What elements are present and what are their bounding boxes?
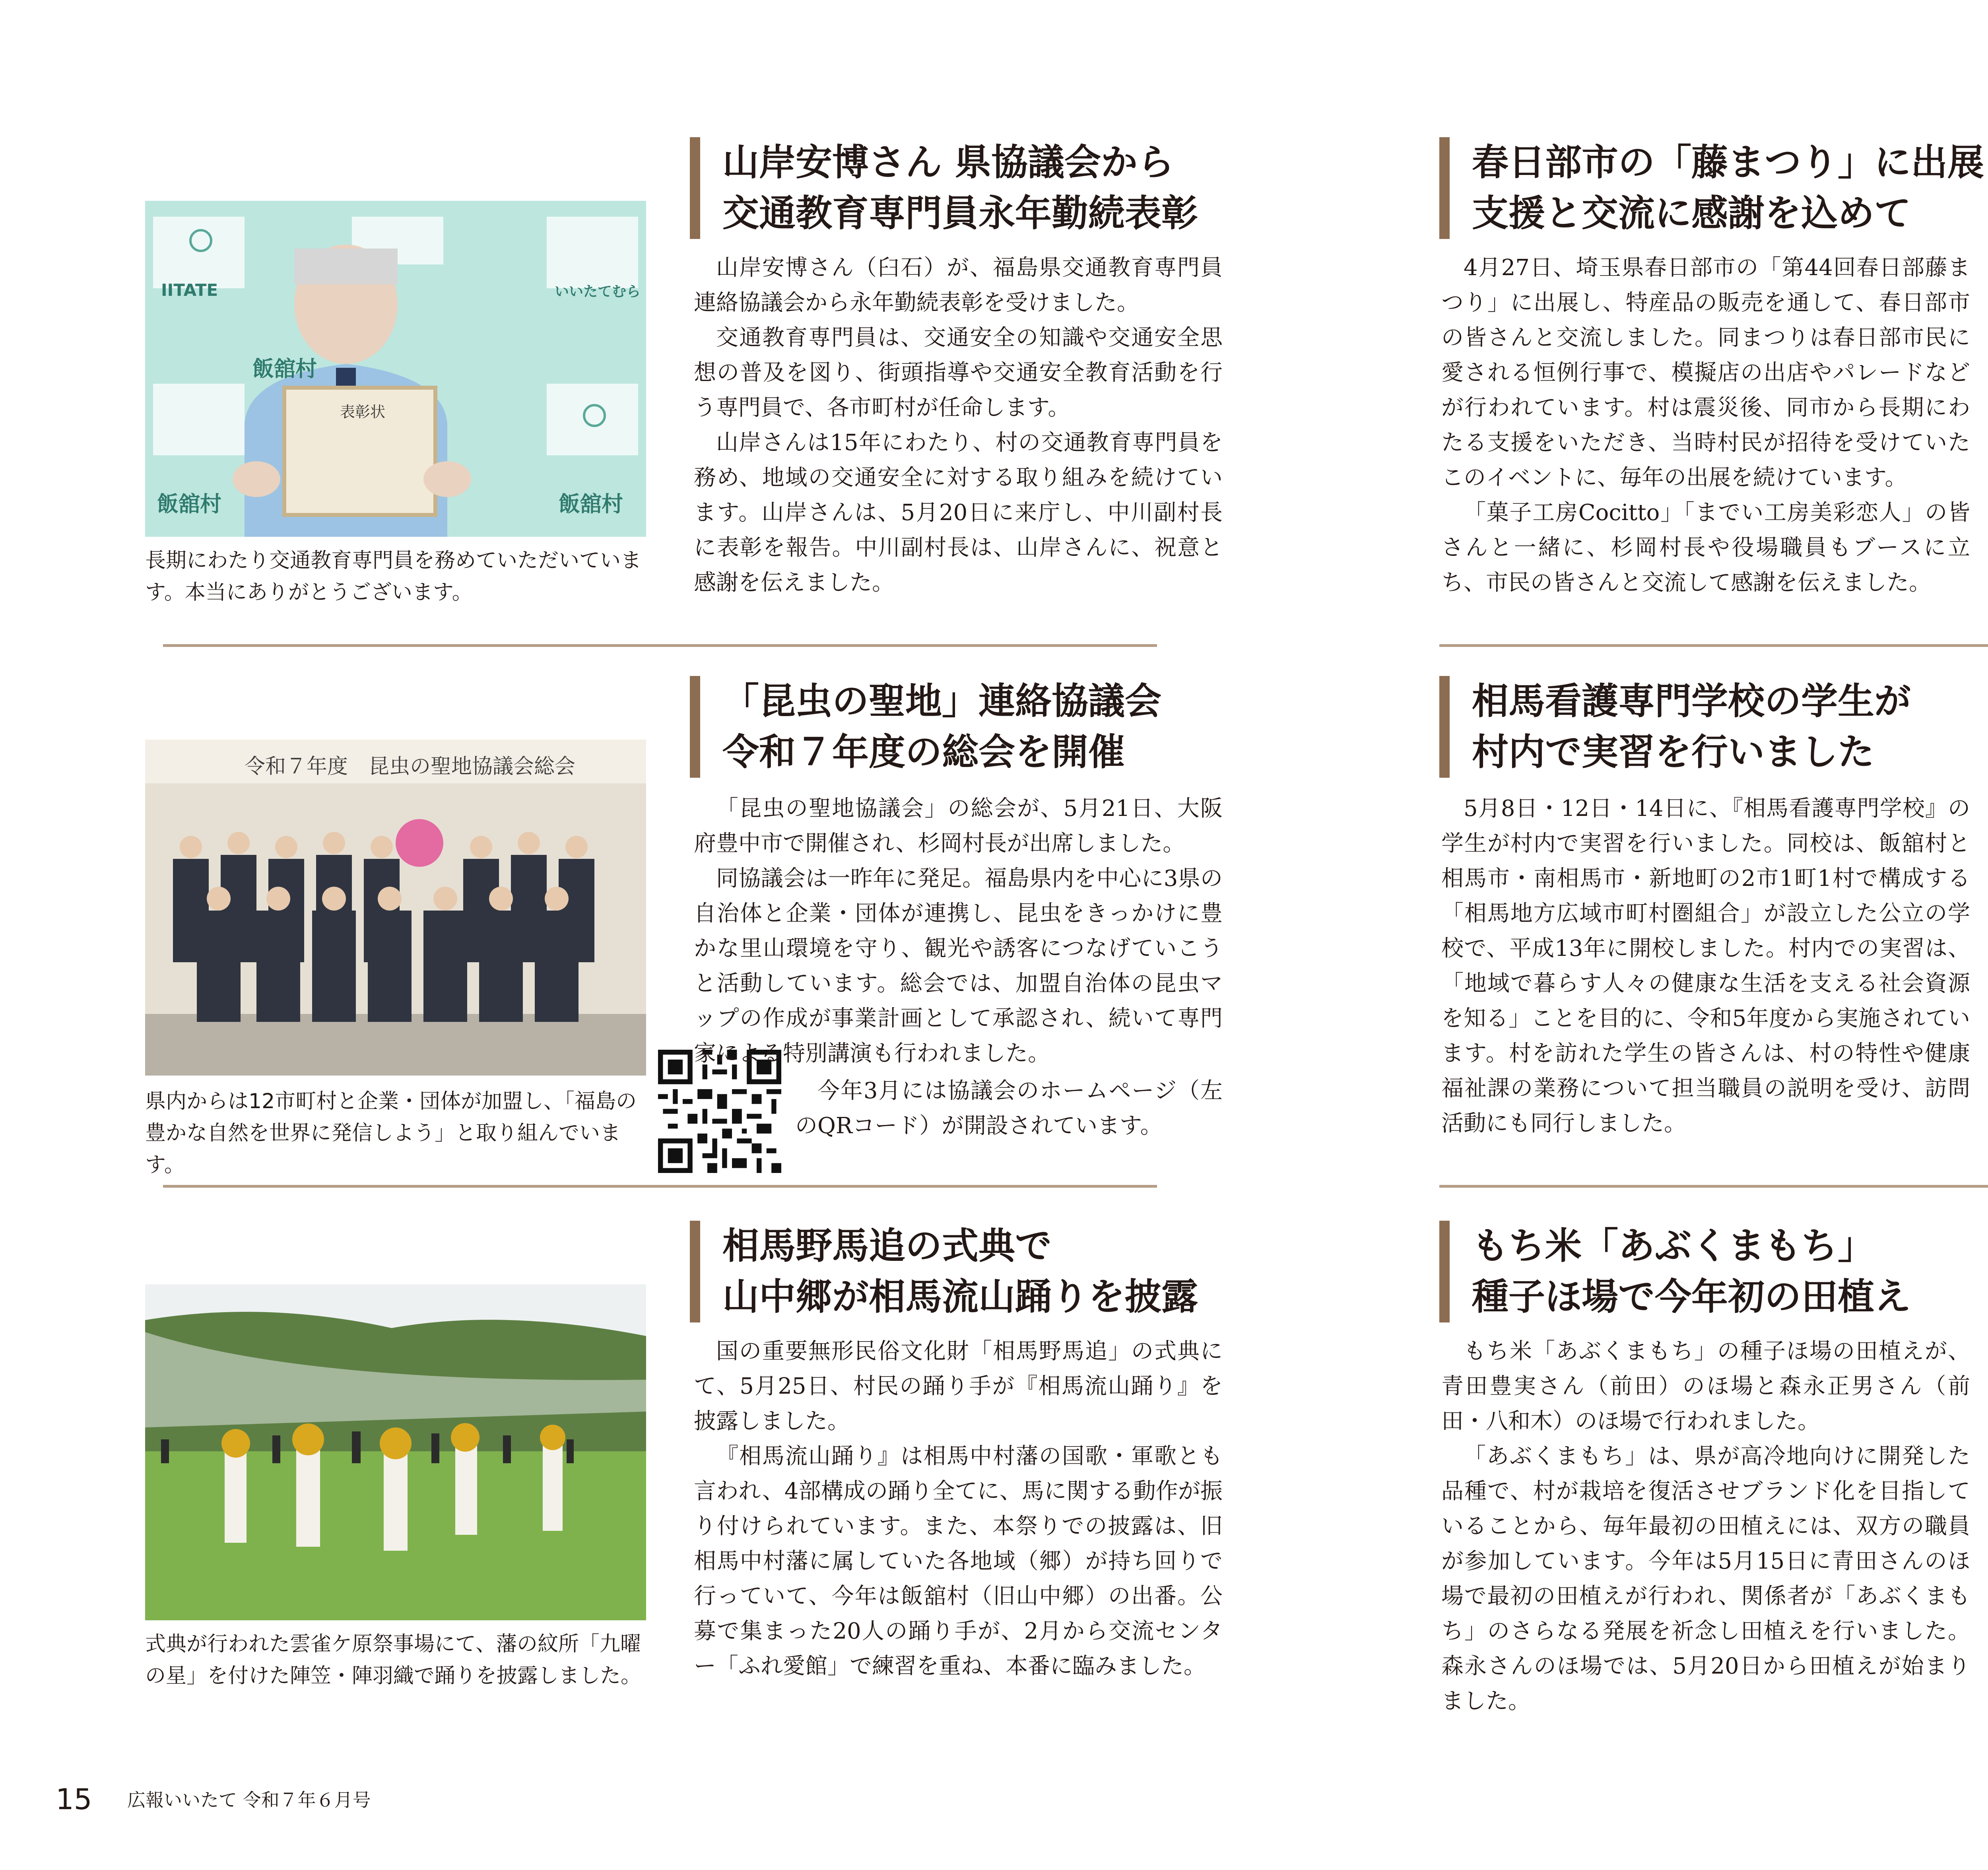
article5-title-line1: 相馬看護専門学校の学生が (1472, 680, 1911, 722)
article6-heading (1439, 1221, 1988, 1322)
page-number-left: 15 (56, 1783, 92, 1816)
article5-paragraph: 5月8日・12日・14日に、『相馬看護専門学校』の学生が村内で実習を行いました。同校は、飯舘村と相馬市・南相馬市・新地町の2市1町1村で構成する「相馬地方広域市町村圏組合」が設立した公立の学校で、平成13年に開校しました。村内での実習は、「地域で暮らす人々の健康な生活を支える社会資源を知る」ことを目的に、令和5年度から実施されています。村を訪れた学生の皆さんは、村の特性や健康福祉課の業務について担当職員の説明を受け、訪問活動にも同行しました。 (1441, 796, 1970, 1136)
article3-paragraph: 『相馬流山踊り』は相馬中村藩の国歌・軍歌とも言われ、4部構成の踊り全てに、馬に関する動作が振り付けられています。また、本祭りでの披露は、旧相馬中村藩に属していた各地域（郷）が持ち回りで行っていて、今年は飯舘村（旧山中郷）の出番。公募で集まった20人の踊り手が、2月から交流センター「ふれ愛館」で練習を重ね、本番に臨みました。 (694, 1443, 1223, 1679)
article1-backdrop (145, 201, 646, 537)
article1-paragraph: 交通教育専門員は、交通安全の知識や交通安全思想の普及を図り、街頭指導や交通安全教育活動を行う専門員で、各市町村が任命します。 (694, 325, 1223, 421)
article3-caption: 式典が行われた雲雀ケ原祭事場にて、藩の紋所「九曜の星」を付けた陣笠・陣羽織で踊りを披露しました。 (145, 1632, 642, 1688)
article2-paragraph: 同協議会は一昨年に発足。福島県内を中心に3県の自治体と企業・団体が連携し、昆虫をきっかけに豊かな里山環境を守り、観光や誘客につなげていこうと活動しています。総会では、加盟自治体の昆虫マップの作成が事業計画として承認され、続いて専門家による特別講演も行われました。 (694, 866, 1223, 1066)
article3-heading (690, 1221, 1235, 1322)
photo-village-label: 飯舘村 (559, 491, 623, 517)
article1-paragraph: 山岸安博さん（臼石）が、福島県交通教育専門員連絡協議会から永年勤続表彰を受けました。 (694, 255, 1223, 316)
article1-heading (690, 137, 1235, 239)
photo-banner: 令和７年度 昆虫の聖地協議会総会 (245, 755, 576, 779)
article3-title-line1: 相馬野馬追の式典で (722, 1225, 1052, 1267)
article4-paragraph: 4月27日、埼玉県春日部市の「第44回春日部藤まつり」に出展し、特産品の販売を通して、春日部市の皆さんと交流しました。同まつりは春日部市民に愛される恒例行事で、模擬店の出店やパレードなどが行われています。村は震災後、同市から長期にわたる支援をいただき、当時村民が招待を受けていたこのイベントに、毎年の出展を続けています。 (1441, 255, 1970, 491)
article1-body (694, 250, 1223, 600)
article3-title-line2: 山中郷が相馬流山踊りを披露 (722, 1276, 1198, 1318)
article2-paragraph: 「昆虫の聖地協議会」の総会が、5月21日、大阪府豊中市で開催され、杉岡村長が出席しました。 (694, 796, 1223, 856)
article4-paragraph: 「菓子工房Cocitto」「までい工房美彩恋人」の皆さんと一緒に、杉岡村長や役場職員もブースに立ち、市民の皆さんと交流して感謝を伝えました。 (1441, 500, 1970, 596)
article2-title-line2: 令和７年度の総会を開催 (722, 731, 1125, 773)
article2-scene (145, 740, 646, 1076)
divider (163, 1185, 1157, 1188)
article2-body (694, 791, 1223, 1071)
article2-photo (145, 740, 646, 1076)
article4-heading (1439, 137, 1988, 239)
article6-paragraph: 「あぶくまもち」は、県が高冷地向けに開発した品種で、村が栽培を復活させブランド化を目指していることから、毎年最初の田植えには、双方の職員が参加しています。今年は5月15日に青田さんのほ場で最初の田植えが行われ、関係者が「あぶくまもち」のさらなる発展を祈念し田植えを行いました。森永さんのほ場では、5月20日から田植えが始まりました。 (1441, 1443, 1970, 1714)
article3-body (694, 1334, 1223, 1684)
article5-title-line2: 村内で実習を行いました (1472, 731, 1875, 773)
certificate-title: 表彰状 (340, 403, 386, 421)
article6-paragraph: もち米「あぶくまもち」の種子ほ場の田植えが、青田豊実さん（前田）のほ場と森永正男さん（前田・八和木）のほ場で行われました。 (1441, 1338, 1970, 1434)
article6-title-line2: 種子ほ場で今年初の田植え (1472, 1276, 1911, 1318)
article4-title-line1: 春日部市の「藤まつり」に出展 (1472, 141, 1984, 184)
article6-body (1441, 1334, 1970, 1719)
article3-paragraph: 国の重要無形民俗文化財「相馬野馬追」の式典にて、5月25日、村民の踊り手が『相馬流山踊り』を披露しました。 (694, 1338, 1223, 1434)
article1-photo (145, 201, 646, 537)
footer-title-left: 広報いいたて 令和７年６月号 (127, 1789, 371, 1811)
article5-heading (1439, 676, 1988, 778)
article1-title-line1: 山岸安博さん 県協議会から (722, 141, 1175, 184)
article2-paragraph: 今年3月には協議会のホームページ（左のQRコード）が開設されています。 (795, 1078, 1223, 1139)
photo-village-label: 飯舘村 (252, 356, 317, 381)
photo-village-label: 飯舘村 (157, 491, 221, 517)
divider (1439, 644, 1988, 647)
article2-body-wrap (795, 1074, 1223, 1144)
article4-body (1441, 250, 1970, 600)
photo-logo-right: いいたてむら (555, 284, 641, 300)
divider (163, 644, 1157, 647)
divider (1439, 1185, 1988, 1188)
article3-scene (145, 1284, 646, 1620)
article2-caption: 県内からは12市町村と企業・団体が加盟し、「福島の豊かな自然を世界に発信しよう」と取り組んでいます。 (145, 1089, 637, 1177)
article2-heading (690, 676, 1235, 778)
article3-photo (145, 1284, 646, 1620)
article1-caption: 長期にわたり交通教育専門員を務めていただいています。本当にありがとうございます。 (145, 549, 642, 604)
article2-title-line1: 「昆虫の聖地」連絡協議会 (722, 680, 1162, 722)
photo-logo-left: IITATE (161, 280, 218, 300)
article4-title-line2: 支援と交流に感謝を込めて (1472, 192, 1911, 235)
article1-title-line2: 交通教育専門員永年勤続表彰 (722, 192, 1198, 235)
article5-body (1441, 791, 1970, 1141)
article1-paragraph: 山岸さんは15年にわたり、村の交通教育専門員を務め、地域の交通安全に対する取り組みを続けています。山岸さんは、5月20日に来庁し、中川副村長に表彰を報告。中川副村長は、山岸さんに、祝意と感謝を伝えました。 (694, 430, 1223, 596)
article6-title-line1: もち米「あぶくまもち」 (1472, 1225, 1875, 1267)
